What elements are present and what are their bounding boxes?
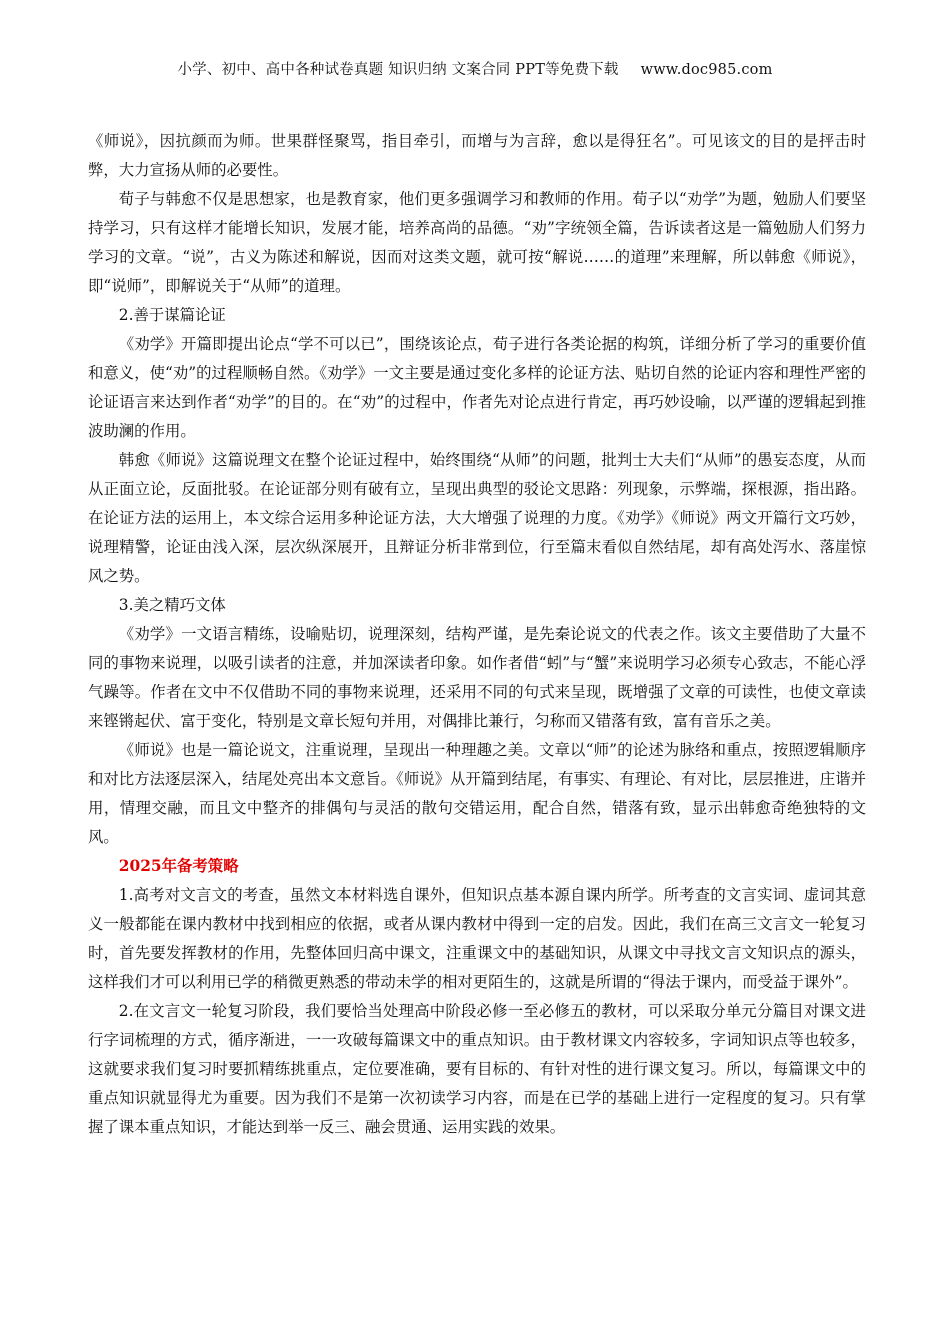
header-text: 小学、初中、高中各种试卷真题 知识归纳 文案合同 PPT等免费下载 [177, 62, 619, 78]
section-title: 2025年备考策略 [118, 857, 239, 875]
paragraph-3: 《劝学》开篇即提出论点“学不可以已”，围绕该论点，荀子进行各类论据的构筑，详细分析了学习的重要价值和意义，使“劝”的过程顺畅自然。《劝学》一文主要是通过变化多样的论证方法、贴切自然的论证内容和理性严密的论证语言来达到作者“劝学”的目的。在“劝”的过程中，作者先对论点进行肯定，再巧妙设喻，以严谨的逻辑起到推波助澜的作用。 [88, 335, 866, 440]
document-body [88, 127, 866, 1142]
paragraph-7: 1.高考对文言文的考查，虽然文本材料选自课外，但知识点基本源自课内所学。所考查的文言实词、虚词其意义一般都能在课内教材中找到相应的依据，或者从课内教材中得到一定的启发。因此，我们在高三文言文一轮复习时，首先要发挥教材的作用，先整体回归高中课文，注重课文中的基础知识，从课文中寻找文言文知识点的源头，这样我们才可以利用已学的稍微更熟悉的带动未学的相对更陌生的，这就是所谓的“得法于课内，而受益于课外”。 [88, 886, 866, 991]
page-header [0, 58, 950, 79]
paragraph-6: 《师说》也是一篇论说文，注重说理，呈现出一种理趣之美。文章以“师”的论述为脉络和重点，按照逻辑顺序和对比方法逐层深入，结尾处亮出本文意旨。《师说》从开篇到结尾，有事实、有理论、有对比，层层推进，庄谐并用，情理交融，而且文中整齐的排偶句与灵活的散句交错运用，配合自然，错落有致，显示出韩愈奇绝独特的文风。 [88, 741, 866, 846]
subheading-2: 2.善于谋篇论证 [118, 306, 226, 324]
paragraph-2: 荀子与韩愈不仅是思想家，也是教育家，他们更多强调学习和教师的作用。荀子以“劝学”为题，勉励人们要坚持学习，只有这样才能增长知识，发展才能，培养高尚的品德。“劝”字统领全篇，告诉读者这是一篇勉励人们努力学习的文章。“说”，古义为陈述和解说，因而对这类文题，就可按“解说……的道理”来理解，所以韩愈《师说》，即“说师”，即解说关于“从师”的道理。 [88, 190, 866, 295]
paragraph-1: 《师说》，因抗颜而为师。世果群怪聚骂，指目牵引，而增与为言辞，愈以是得狂名”。可见该文的目的是抨击时弊，大力宣扬从师的必要性。 [88, 132, 866, 179]
header-site-link[interactable]: www.doc985.com [640, 62, 773, 78]
subheading-3: 3.美之精巧文体 [118, 596, 226, 614]
paragraph-8: 2.在文言文一轮复习阶段，我们要恰当处理高中阶段必修一至必修五的教材，可以采取分单元分篇目对课文进行字词梳理的方式，循序渐进，一一攻破每篇课文中的重点知识。由于教材课文内容较多，字词知识点等也较多，这就要求我们复习时要抓精练挑重点，定位要准确，要有目标的、有针对性的进行课文复习。所以，每篇课文中的重点知识就显得尤为重要。因为我们不是第一次初读学习内容，而是在已学的基础上进行一定程度的复习。只有掌握了课本重点知识，才能达到举一反三、融会贯通、运用实践的效果。 [88, 1002, 866, 1136]
paragraph-5: 《劝学》一文语言精练，设喻贴切，说理深刻，结构严谨，是先秦论说文的代表之作。该文主要借助了大量不同的事物来说理，以吸引读者的注意，并加深读者印象。如作者借“蚓”与“蟹”来说明学习必须专心致志，不能心浮气躁等。作者在文中不仅借助不同的事物来说理，还采用不同的句式来呈现，既增强了文章的可读性，也使文章读来铿锵起伏、富于变化，特别是文章长短句并用，对偶排比兼行，匀称而又错落有致，富有音乐之美。 [88, 625, 866, 730]
paragraph-4: 韩愈《师说》这篇说理文在整个论证过程中，始终围绕“从师”的问题，批判士大夫们“从师”的愚妄态度，从而从正面立论，反面批驳。在论证部分则有破有立，呈现出典型的驳论文思路：列现象，示弊端，探根源，指出路。在论证方法的运用上，本文综合运用多种论证方法，大大增强了说理的力度。《劝学》《师说》两文开篇行文巧妙，说理精警，论证由浅入深，层次纵深展开，且辩证分析非常到位，行至篇末看似自然结尾，却有高处泻水、落崖惊风之势。 [88, 451, 866, 585]
